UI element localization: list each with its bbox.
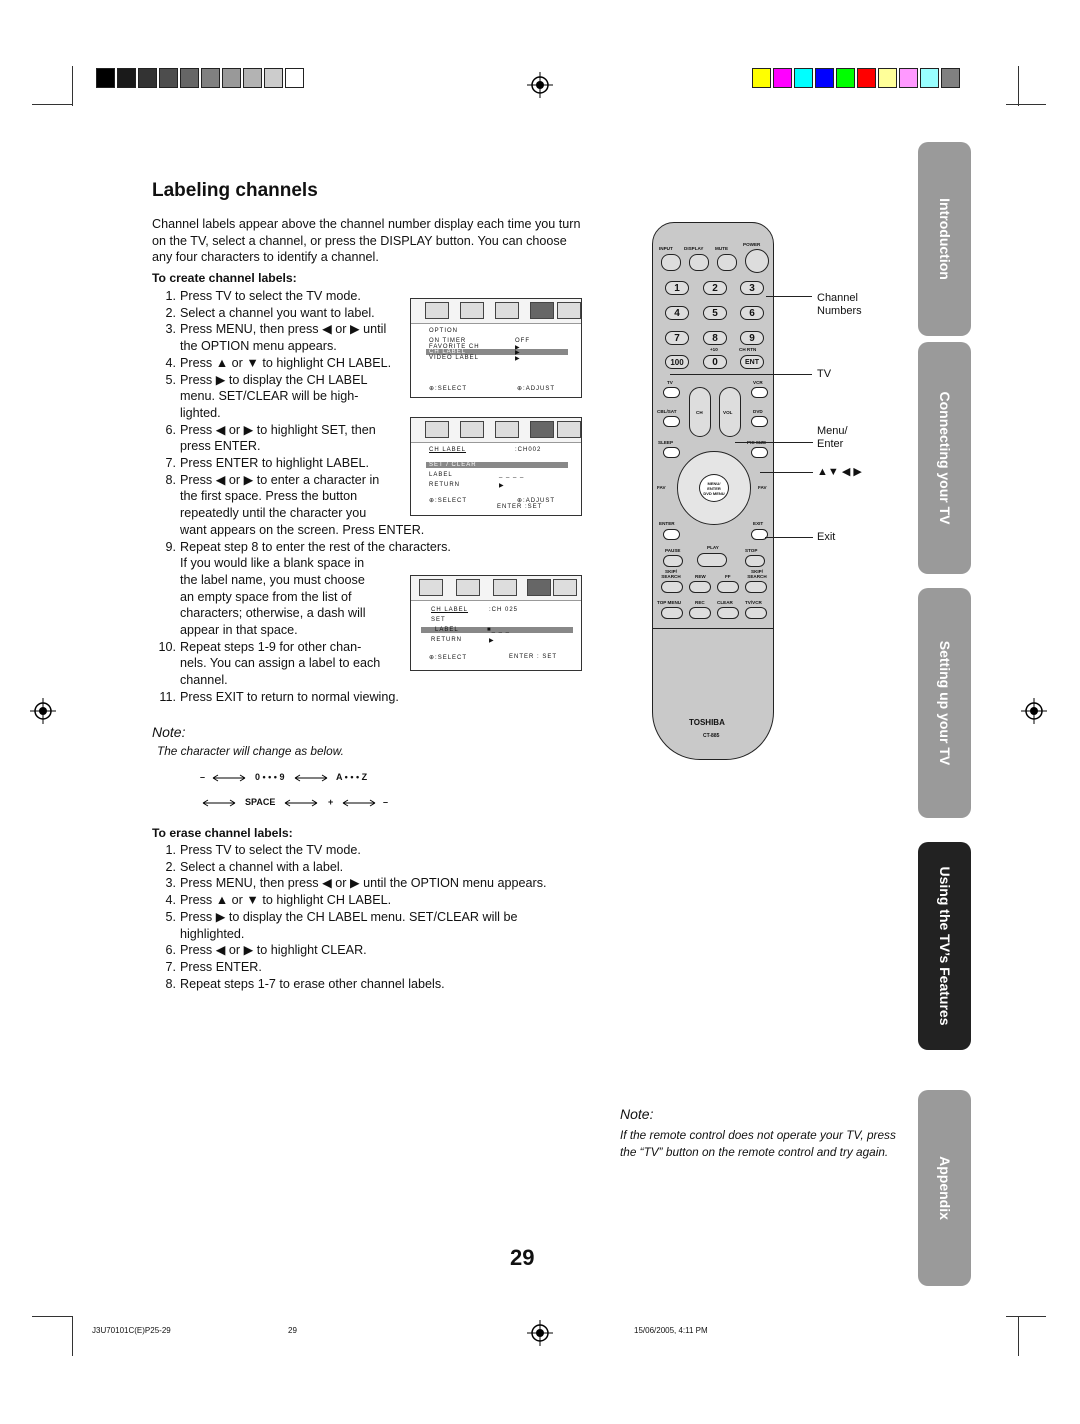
page-number: 29 xyxy=(510,1245,535,1270)
step-number: 5. xyxy=(165,372,176,387)
calibration-swatch xyxy=(243,68,262,88)
menu-icon-bar xyxy=(411,576,581,601)
power-label: POWER xyxy=(743,242,761,247)
step-text: repeatedly until the character you xyxy=(180,506,367,521)
digit-button: 7 xyxy=(665,331,689,345)
play-label: PLAY xyxy=(707,545,719,550)
calibration-swatch xyxy=(96,68,115,88)
return-option: RETURN xyxy=(431,637,462,643)
step-line xyxy=(154,338,451,355)
tab-label: Connecting your TV xyxy=(936,391,953,525)
adjust-hint: ⊕:ADJUST xyxy=(517,386,556,392)
picture-icon xyxy=(425,421,449,438)
topmenu-label: TOP MENU xyxy=(657,600,682,605)
skip-forward-label: SKIP/ SEARCH xyxy=(747,569,767,579)
note-text: The character will change as below. xyxy=(157,744,344,758)
double-arrow-icon xyxy=(294,774,328,782)
digit-button: 9 xyxy=(740,331,764,345)
step-text: nels. You can assign a label to each xyxy=(180,656,381,671)
menu-row-label: VIDEO LABEL xyxy=(429,355,480,361)
label-slots: ■_ _ _ xyxy=(487,627,510,633)
ff-button xyxy=(717,581,739,593)
calibration-swatch xyxy=(138,68,157,88)
digit-button: 1 xyxy=(665,281,689,295)
play-button xyxy=(697,553,727,567)
note-title: Note: xyxy=(152,724,186,740)
stop-label: STOP xyxy=(745,548,758,553)
step-line xyxy=(154,655,451,672)
rec-label: REC xyxy=(695,600,705,605)
menu-channel: :CH002 xyxy=(515,447,542,453)
menu-row-label: CH LABEL xyxy=(429,349,467,355)
vol-label: VOL xyxy=(723,410,733,415)
timer-icon xyxy=(495,302,519,319)
step-line xyxy=(154,689,451,706)
digit-button: 5 xyxy=(703,306,727,320)
cycle-dash: – xyxy=(200,772,206,782)
tab-connecting[interactable] xyxy=(918,342,971,574)
step-line xyxy=(154,875,547,892)
picture-icon xyxy=(419,579,443,596)
step-line xyxy=(154,388,451,405)
step-text: appear in that space. xyxy=(180,623,298,638)
audio-icon xyxy=(460,302,484,319)
plus10-label: +10 xyxy=(710,347,718,352)
lock-icon xyxy=(553,579,577,596)
cycle-space: SPACE xyxy=(245,797,276,807)
digit-button: 3 xyxy=(740,281,764,295)
ch-label-menu-screen xyxy=(410,417,582,516)
footer-file: J3U70101C(E)P25-29 xyxy=(92,1326,171,1335)
step-line xyxy=(154,522,451,539)
calibration-swatch xyxy=(920,68,939,88)
erase-steps-list xyxy=(154,842,547,992)
erase-labels-heading: To erase channel labels: xyxy=(152,826,293,840)
brand-logo: TOSHIBA xyxy=(689,718,725,727)
step-line xyxy=(154,572,451,589)
tab-setting-up[interactable] xyxy=(918,588,971,818)
timer-icon xyxy=(495,421,519,438)
callout-line xyxy=(765,537,813,538)
return-arrow: ▶ xyxy=(489,638,495,644)
setup-icon xyxy=(527,579,551,596)
set-option: SET xyxy=(431,617,446,623)
step-number: 4. xyxy=(165,355,176,370)
menu-heading: OPTION xyxy=(429,328,459,334)
step-text: Press ▶ to display the CH LABEL menu. SET/CLEAR will be xyxy=(180,909,518,924)
tvvcr-button xyxy=(745,607,767,619)
step-line xyxy=(154,926,547,943)
calibration-swatch xyxy=(878,68,897,88)
callout-line xyxy=(670,374,812,375)
pause-label: PAUSE xyxy=(665,548,681,553)
clear-button xyxy=(717,607,739,619)
step-text: Select a channel you want to label. xyxy=(180,305,375,320)
footer-date: 15/06/2005, 4:11 PM xyxy=(634,1326,708,1335)
ch-label: CH xyxy=(696,410,703,415)
step-number: 8. xyxy=(165,976,176,991)
step-line xyxy=(154,622,451,639)
cycle-dash-end: – xyxy=(383,797,389,807)
digit-button: 0 xyxy=(703,355,727,369)
calibration-swatch xyxy=(815,68,834,88)
step-text: Press TV to select the TV mode. xyxy=(180,289,361,303)
step-text: Press EXIT to return to normal viewing. xyxy=(180,689,399,704)
exit-button xyxy=(751,529,768,540)
calibration-swatch xyxy=(752,68,771,88)
step-number: 6. xyxy=(165,422,176,437)
skip-back-label: SKIP/ SEARCH xyxy=(661,569,681,579)
sleep-label: SLEEP xyxy=(658,440,674,445)
step-number: 8. xyxy=(165,472,176,487)
lock-icon xyxy=(557,302,581,319)
step-number: 3. xyxy=(165,876,176,891)
calibration-swatch xyxy=(117,68,136,88)
step-line xyxy=(154,942,547,959)
timer-icon xyxy=(493,579,517,596)
option-menu-screen xyxy=(410,298,582,398)
menu-row-value: ▶ xyxy=(515,356,521,362)
menu-icon-bar xyxy=(411,418,581,443)
enter-label: ENTER xyxy=(659,521,675,526)
step-line xyxy=(154,976,547,993)
step-line xyxy=(154,455,451,472)
digit-button: 8 xyxy=(703,331,727,345)
tv-button xyxy=(663,387,680,398)
vcr-label: VCR xyxy=(753,380,763,385)
menu-enter-callout: Menu/ Enter xyxy=(817,425,848,450)
setup-icon xyxy=(530,421,554,438)
audio-icon xyxy=(456,579,480,596)
step-text: characters; otherwise, a dash will xyxy=(180,606,366,621)
select-hint: ⊕:SELECT xyxy=(429,386,468,392)
calibration-swatch xyxy=(264,68,283,88)
double-arrow-icon xyxy=(202,799,236,807)
step-text: an empty space from the list of xyxy=(180,589,352,604)
vcr-button xyxy=(751,387,768,398)
step-line xyxy=(154,672,451,689)
tab-label: Appendix xyxy=(936,1156,953,1220)
digit-button: 2 xyxy=(703,281,727,295)
note-text: If the remote control does not operate your TV, press the “TV” button on the remote control and try again. xyxy=(620,1128,896,1159)
channel-numbers-callout: Channel Numbers xyxy=(817,292,862,317)
display-button xyxy=(689,254,709,271)
calibration-swatch xyxy=(899,68,918,88)
step-text: highlighted. xyxy=(180,926,245,941)
tv-label: TV xyxy=(667,380,673,385)
step-text: Repeat steps 1-7 to erase other channel labels. xyxy=(180,976,445,991)
step-text: Repeat step 8 to enter the rest of the characters. xyxy=(180,539,451,554)
step-number: 1. xyxy=(165,843,176,857)
step-line xyxy=(154,589,451,606)
step-text: Press ◀ or ▶ to highlight SET, then xyxy=(180,422,376,437)
step-number: 7. xyxy=(165,456,176,471)
step-text: menu. SET/CLEAR will be high- xyxy=(180,389,359,404)
enter-set-hint: ENTER : SET xyxy=(509,654,558,660)
skip-forward-button xyxy=(745,581,767,593)
step-text: Press ▲ or ▼ to highlight CH LABEL. xyxy=(180,355,392,370)
mute-label: MUTE xyxy=(715,246,729,251)
rew-label: REW xyxy=(695,574,706,579)
calibration-swatch xyxy=(794,68,813,88)
fav-left-label: FAV xyxy=(657,485,666,490)
create-steps-list xyxy=(154,288,451,706)
step-line xyxy=(154,321,451,338)
step-line xyxy=(154,422,451,439)
step-text: want appears on the screen. Press ENTER. xyxy=(180,522,425,537)
audio-icon xyxy=(460,421,484,438)
callout-line xyxy=(735,442,813,443)
digit-button: 100 xyxy=(665,355,689,369)
cblsat-button xyxy=(663,416,680,427)
cycle-letters: A • • • Z xyxy=(336,772,368,782)
step-line xyxy=(154,909,547,926)
model-number: CT-885 xyxy=(703,733,720,739)
picture-icon xyxy=(425,302,449,319)
select-hint: ⊕:SELECT xyxy=(429,498,468,504)
exit-label: EXIT xyxy=(753,521,764,526)
stop-button xyxy=(745,555,765,567)
chrtn-label: CH RTN xyxy=(739,347,757,352)
step-number: 1. xyxy=(165,289,176,303)
label-option: LABEL xyxy=(429,472,453,478)
step-line xyxy=(154,372,451,389)
step-text: Press MENU, then press ◀ or ▶ until the OPTION menu appears. xyxy=(180,876,547,891)
tab-label: Using the TV’s Features xyxy=(936,866,953,1026)
step-text: Press ENTER to highlight LABEL. xyxy=(180,456,369,471)
adjust-hint: ⊕:ADJUST xyxy=(517,498,556,504)
return-arrow: ▶ xyxy=(499,483,505,489)
cycle-digits: 0 • • • 9 xyxy=(255,772,285,782)
rew-button xyxy=(689,581,711,593)
sleep-button xyxy=(663,447,680,458)
menu-row-value: ▶ xyxy=(515,350,521,356)
setup-icon xyxy=(530,302,554,319)
calibration-swatch xyxy=(285,68,304,88)
step-text: Press TV to select the TV mode. xyxy=(180,843,361,857)
step-text: the OPTION menu appears. xyxy=(180,339,337,354)
step-text: If you would like a blank space in xyxy=(180,556,365,571)
enter-digit-button: ENT xyxy=(740,355,764,369)
step-text: lighted. xyxy=(180,405,221,420)
create-labels-heading: To create channel labels: xyxy=(152,271,297,285)
callout-line xyxy=(766,296,812,297)
step-line xyxy=(154,438,451,455)
enter-set-hint: ENTER :SET xyxy=(497,504,543,510)
menu-row-label: FAVORITE CH xyxy=(429,344,480,350)
divider xyxy=(653,628,773,629)
step-number: 11. xyxy=(159,689,176,704)
step-text: the label name, you must choose xyxy=(180,572,365,587)
step-line xyxy=(154,539,451,556)
label-slots: _ _ _ _ xyxy=(499,472,525,478)
step-line xyxy=(154,605,451,622)
calibration-swatch xyxy=(180,68,199,88)
tab-introduction[interactable] xyxy=(918,142,971,336)
calibration-swatch xyxy=(773,68,792,88)
input-button xyxy=(661,254,681,271)
step-number: 10. xyxy=(158,639,176,654)
topmenu-button xyxy=(661,607,683,619)
skip-back-button xyxy=(661,581,683,593)
intro-paragraph: Channel labels appear above the channel number display each time you turn on the TV, select a channel, or press the DISPLAY button. You can choose any four characters to identify a channel. xyxy=(152,217,581,265)
calibration-swatch xyxy=(857,68,876,88)
step-text: Select a channel with a label. xyxy=(180,859,344,874)
label-option: LABEL xyxy=(435,627,459,633)
menu-channel: :CH 025 xyxy=(489,607,519,613)
tvvcr-label: TV/VCR xyxy=(745,600,762,605)
ff-label: FF xyxy=(725,574,731,579)
cblsat-label: CBL/SAT xyxy=(657,409,677,414)
picsize-button xyxy=(751,447,768,458)
tab-using-features[interactable] xyxy=(918,842,971,1050)
double-arrow-icon xyxy=(284,799,318,807)
digit-button: 4 xyxy=(665,306,689,320)
mute-button xyxy=(717,254,737,271)
calibration-swatch xyxy=(159,68,178,88)
step-line xyxy=(154,959,547,976)
note-title: Note: xyxy=(620,1106,654,1122)
select-hint: ⊕:SELECT xyxy=(429,655,468,661)
step-number: 4. xyxy=(165,893,176,908)
callout-line xyxy=(760,472,813,473)
return-option: RETURN xyxy=(429,482,460,488)
calibration-swatch xyxy=(836,68,855,88)
ch-label-edit-screen xyxy=(410,575,582,671)
step-text: the first space. Press the button xyxy=(180,489,358,504)
exit-callout: Exit xyxy=(817,531,836,543)
calibration-swatch xyxy=(201,68,220,88)
step-line xyxy=(154,555,451,572)
step-line xyxy=(154,472,451,489)
step-text: Repeat steps 1-9 for other chan- xyxy=(180,639,362,654)
page-title: Labeling channels xyxy=(152,180,318,201)
input-label: INPUT xyxy=(659,246,673,251)
step-text: Press ENTER. xyxy=(180,959,262,974)
step-number: 5. xyxy=(165,909,176,924)
footer-page: 29 xyxy=(288,1326,297,1335)
menu-icon-bar xyxy=(411,299,581,324)
step-line xyxy=(154,859,547,876)
rec-button xyxy=(689,607,711,619)
display-label: DISPLAY xyxy=(684,246,704,251)
registration-target-icon xyxy=(30,698,56,724)
pause-button xyxy=(663,555,683,567)
menu-heading: CH LABEL xyxy=(431,607,469,613)
step-line xyxy=(154,842,547,859)
dvd-label: DVD xyxy=(753,409,763,414)
enter-button xyxy=(663,529,680,540)
step-text: Press ◀ or ▶ to highlight CLEAR. xyxy=(180,943,367,958)
clear-label: CLEAR xyxy=(717,600,733,605)
power-button xyxy=(745,249,769,273)
menu-heading: CH LABEL xyxy=(429,447,467,453)
tab-label: Introduction xyxy=(936,198,953,280)
step-number: 2. xyxy=(165,859,176,874)
registration-target-icon xyxy=(1021,698,1047,724)
remote-control-illustration xyxy=(652,222,774,760)
step-number: 3. xyxy=(165,322,176,337)
step-number: 2. xyxy=(165,305,176,320)
dvd-button xyxy=(751,416,768,427)
menu-row-value: ▶ xyxy=(515,345,521,351)
step-number: 9. xyxy=(165,539,176,554)
step-line xyxy=(154,505,451,522)
step-number: 6. xyxy=(165,943,176,958)
tv-callout: TV xyxy=(817,368,832,380)
double-arrow-icon xyxy=(342,799,376,807)
step-line xyxy=(154,405,451,422)
step-line xyxy=(154,639,451,656)
step-text: Press ◀ or ▶ to enter a character in xyxy=(180,472,380,487)
double-arrow-icon xyxy=(212,774,246,782)
step-line xyxy=(154,488,451,505)
step-text: Press MENU, then press ◀ or ▶ until xyxy=(180,322,387,337)
step-line xyxy=(154,288,451,305)
arrows-callout: ▲▼ ◀ ▶ xyxy=(817,466,862,478)
step-text: Press ▶ to display the CH LABEL xyxy=(180,372,368,387)
digit-button: 6 xyxy=(740,306,764,320)
tab-appendix[interactable] xyxy=(918,1090,971,1286)
calibration-swatch xyxy=(222,68,241,88)
step-text: Press ▲ or ▼ to highlight CH LABEL. xyxy=(180,893,392,908)
step-line xyxy=(154,892,547,909)
step-number: 7. xyxy=(165,959,176,974)
cycle-plus: + xyxy=(328,797,334,807)
step-text: channel. xyxy=(180,673,228,688)
registration-target-icon xyxy=(527,1320,553,1346)
registration-target-icon xyxy=(527,72,553,98)
calibration-swatch xyxy=(941,68,960,88)
step-line xyxy=(154,305,451,322)
lock-icon xyxy=(557,421,581,438)
set-clear-option: SET / CLEAR xyxy=(429,462,477,468)
menu-row-label: ON TIMER xyxy=(429,338,467,344)
tab-label: Setting up your TV xyxy=(936,640,953,766)
step-text: press ENTER. xyxy=(180,439,261,454)
fav-right-label: FAV xyxy=(758,485,767,490)
menu-row-value: OFF xyxy=(515,338,530,344)
step-line xyxy=(154,355,451,372)
menu-enter-label: MENU/ ENTER DVD MENU xyxy=(703,481,725,496)
